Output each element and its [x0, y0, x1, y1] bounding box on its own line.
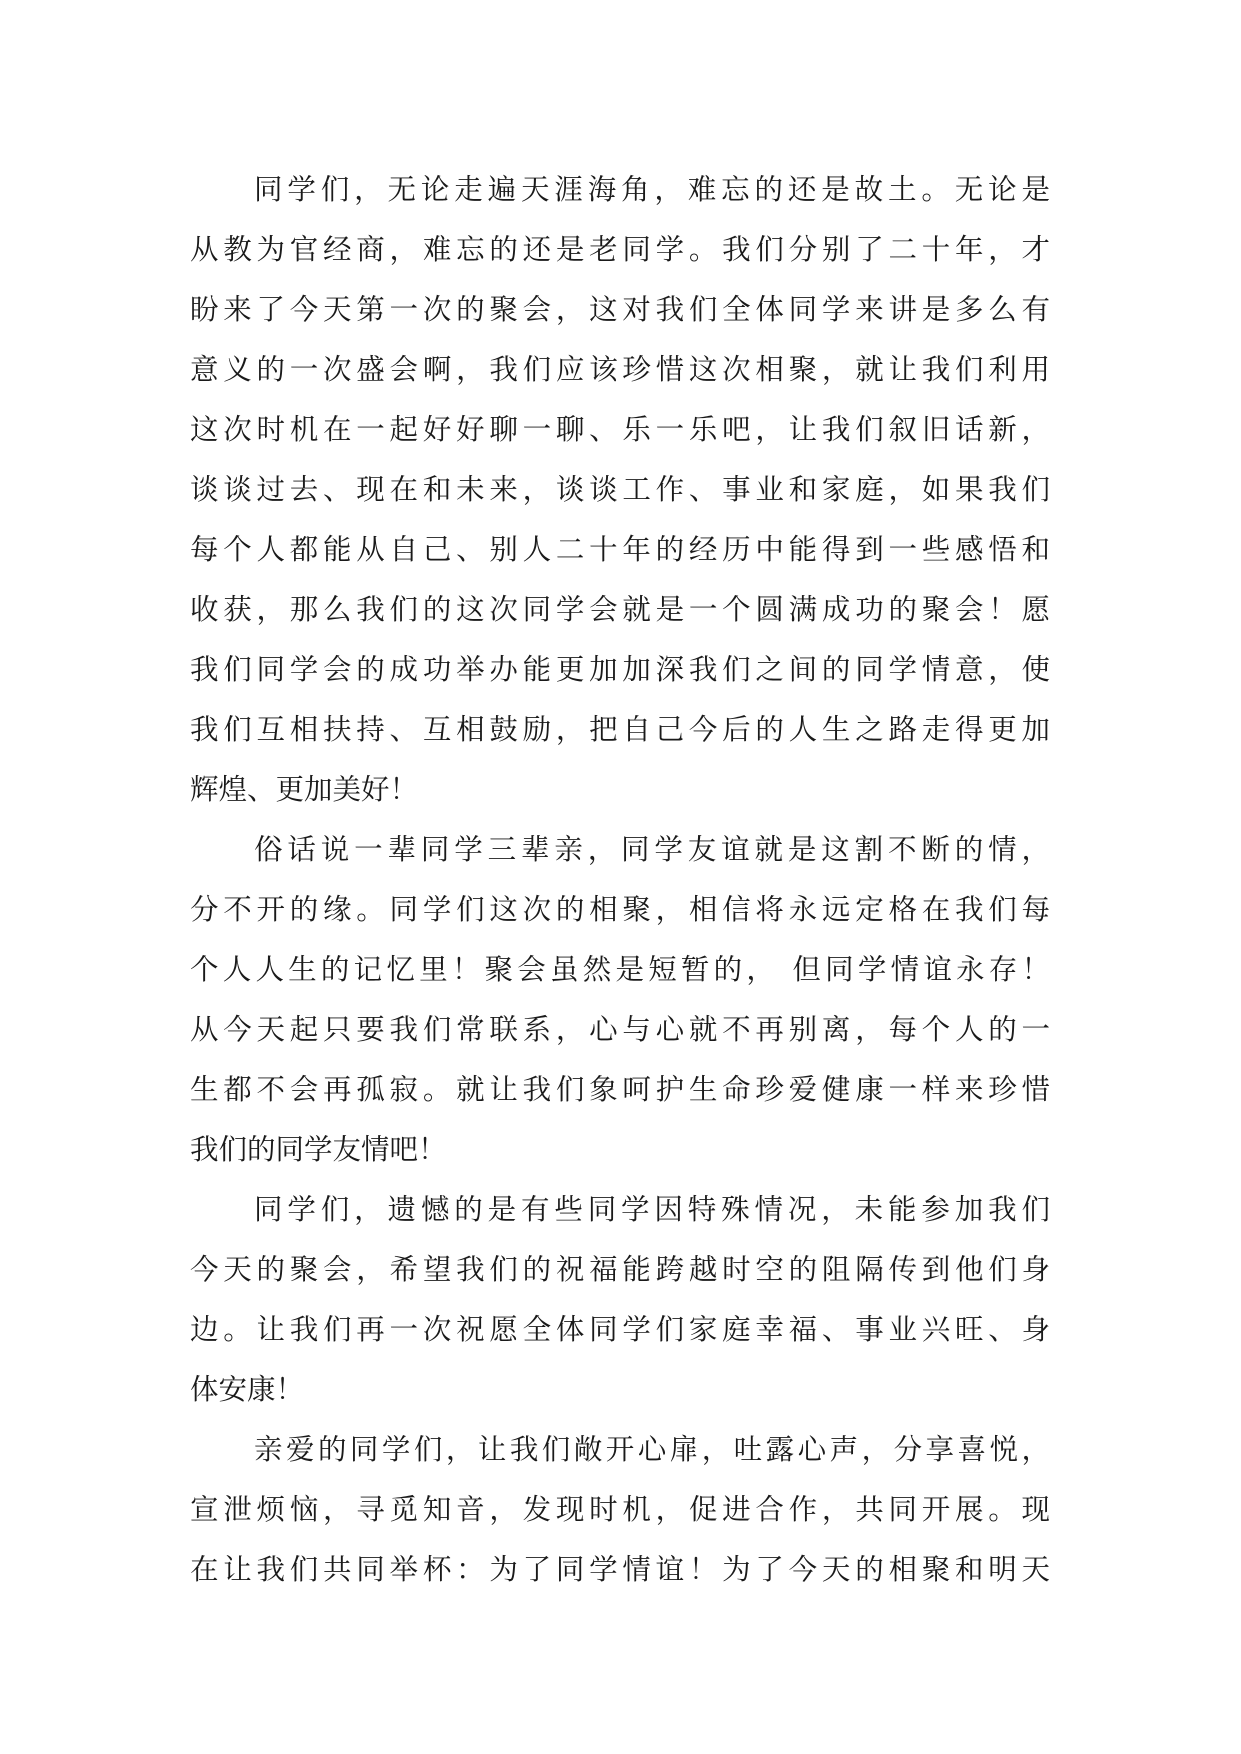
text-line: 这次时机在一起好好聊一聊、乐一乐吧，让我们叙旧话新， — [190, 413, 1050, 446]
text-line: 我们同学会的成功举办能更加加深我们之间的同学情意，使 — [190, 653, 1050, 686]
text-line: 我们互相扶持、互相鼓励，把自己今后的人生之路走得更加 — [190, 713, 1050, 746]
paragraph-2 — [190, 820, 1050, 1180]
text-line: 每个人都能从自己、别人二十年的经历中能得到一些感悟和 — [190, 533, 1050, 566]
text-line: 个人人生的记忆里！聚会虽然是短暂的， 但同学情谊永存！ — [190, 953, 1050, 986]
paragraph-3 — [190, 1180, 1050, 1420]
text-line: 体安康！ — [190, 1373, 305, 1406]
text-line: 同学们，无论走遍天涯海角，难忘的还是故土。无论是 — [254, 173, 1050, 206]
document-page — [190, 160, 1050, 1600]
text-line: 盼来了今天第一次的聚会，这对我们全体同学来讲是多么有 — [190, 293, 1050, 326]
paragraph-4 — [190, 1420, 1050, 1600]
text-line: 在让我们共同举杯：为了同学情谊！为了今天的相聚和明天 — [190, 1553, 1050, 1586]
text-line: 谈谈过去、现在和未来，谈谈工作、事业和家庭，如果我们 — [190, 473, 1050, 506]
text-line: 同学们，遗憾的是有些同学因特殊情况，未能参加我们 — [254, 1193, 1050, 1226]
text-line: 意义的一次盛会啊，我们应该珍惜这次相聚，就让我们利用 — [190, 353, 1050, 386]
text-line: 亲爱的同学们，让我们敞开心扉，吐露心声，分享喜悦， — [254, 1433, 1050, 1466]
text-line: 宣泄烦恼，寻觅知音，发现时机，促进合作，共同开展。现 — [190, 1493, 1050, 1526]
text-line: 辉煌、更加美好！ — [190, 773, 419, 806]
text-line: 分不开的缘。同学们这次的相聚，相信将永远定格在我们每 — [190, 893, 1050, 926]
text-line: 今天的聚会，希望我们的祝福能跨越时空的阻隔传到他们身 — [190, 1253, 1050, 1286]
text-line: 生都不会再孤寂。就让我们象呵护生命珍爱健康一样来珍惜 — [190, 1073, 1050, 1106]
text-line: 边。让我们再一次祝愿全体同学们家庭幸福、事业兴旺、身 — [190, 1313, 1050, 1346]
text-line: 俗话说一辈同学三辈亲，同学友谊就是这割不断的情， — [254, 833, 1050, 866]
paragraph-1 — [190, 160, 1050, 820]
text-line: 从教为官经商，难忘的还是老同学。我们分别了二十年，才 — [190, 233, 1050, 266]
text-line: 收获，那么我们的这次同学会就是一个圆满成功的聚会！愿 — [190, 593, 1050, 626]
text-line: 从今天起只要我们常联系，心与心就不再别离，每个人的一 — [190, 1013, 1050, 1046]
text-line: 我们的同学友情吧！ — [190, 1133, 447, 1166]
